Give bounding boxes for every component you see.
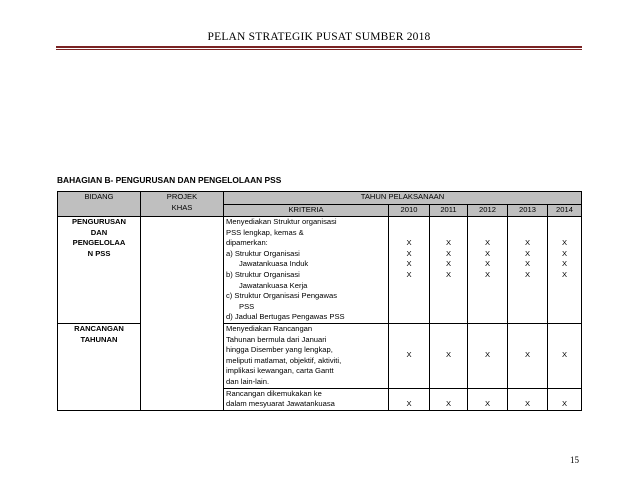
implementation-table: [57, 191, 582, 411]
header-kriteria: KRITERIA: [224, 205, 389, 217]
header-year: 2010: [389, 205, 430, 217]
header-year: 2013: [508, 205, 548, 217]
year-mark-cell: X X X X: [389, 217, 430, 324]
year-mark-cell: X: [430, 388, 468, 410]
header-projek-khas: PROJEK KHAS: [141, 192, 224, 217]
header-rule-thin: [56, 49, 582, 50]
header-year: 2012: [468, 205, 508, 217]
projek-khas-cell: [141, 217, 224, 411]
header-year: 2011: [430, 205, 468, 217]
page-number: 15: [570, 455, 579, 465]
table-row: [58, 217, 582, 324]
header-tahun-pelaksanaan: TAHUN PELAKSANAAN: [224, 192, 582, 205]
year-mark-cell: X X X X: [508, 217, 548, 324]
year-mark-cell: X: [508, 323, 548, 388]
header-bidang: BIDANG: [58, 192, 141, 217]
kriteria-cell: Menyediakan Rancangan Tahunan bermula dari Januari hingga Disember yang lengkap, meliputi matlamat, objektif, aktiviti, implikasi kewangan, carta Gantt dan lain-lain.: [224, 323, 389, 388]
year-mark-cell: X X X X: [430, 217, 468, 324]
year-mark-cell: X: [508, 388, 548, 410]
kriteria-cell: Menyediakan Struktur organisasi PSS lengkap, kemas & dipamerkan: a) Struktur Organisasi Jawatankuasa Induk b) Struktur Organisasi Jawatankuasa Kerja c) Struktur Organisasi Pengawas PSS d) Jadual Bertugas Pengawas PSS: [224, 217, 389, 324]
bidang-cell: PENGURUSAN DAN PENGELOLAA N PSS: [58, 217, 141, 324]
year-mark-cell: X: [430, 323, 468, 388]
header-rule: [56, 46, 582, 48]
table-row: [58, 323, 582, 388]
year-mark-cell: X X X X: [468, 217, 508, 324]
year-mark-cell: X: [468, 323, 508, 388]
year-mark-cell: X: [548, 323, 582, 388]
year-mark-cell: X X X X: [548, 217, 582, 324]
bidang-cell: RANCANGAN TAHUNAN: [58, 323, 141, 410]
year-mark-cell: X: [468, 388, 508, 410]
section-heading: BAHAGIAN B- PENGURUSAN DAN PENGELOLAAN PSS: [57, 175, 282, 185]
kriteria-cell: Rancangan dikemukakan ke dalam mesyuarat Jawatankuasa: [224, 388, 389, 410]
year-mark-cell: X: [389, 388, 430, 410]
year-mark-cell: X: [548, 388, 582, 410]
page-header-title: PELAN STRATEGIK PUSAT SUMBER 2018: [207, 31, 431, 43]
year-mark-cell: X: [389, 323, 430, 388]
header-year: 2014: [548, 205, 582, 217]
